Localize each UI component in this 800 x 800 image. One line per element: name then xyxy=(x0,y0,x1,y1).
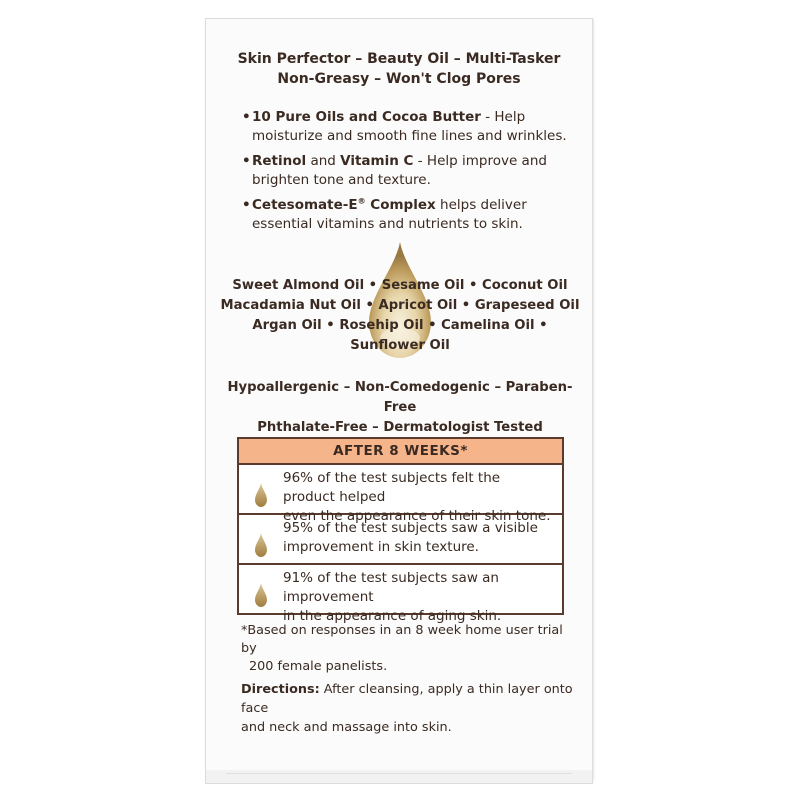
tagline-line-2: Non-Greasy – Won't Clog Pores xyxy=(277,71,521,87)
bullet-bold-text: Retinol xyxy=(252,153,307,169)
bullet-text: and xyxy=(306,153,341,169)
trial-footnote xyxy=(241,622,581,676)
box-bottom-flap xyxy=(205,770,593,784)
droplet-icon xyxy=(253,482,269,508)
claims-line-1: Hypoallergenic – Non-Comedogenic – Paraben-Free xyxy=(227,380,573,415)
result-text-line: 95% of the test subjects saw a visible xyxy=(283,520,538,536)
results-table xyxy=(237,437,564,624)
droplet-icon xyxy=(253,532,269,558)
droplet-icon xyxy=(253,582,269,608)
result-text-line: 96% of the test subjects felt the product helped xyxy=(283,470,501,505)
result-row xyxy=(239,515,562,565)
result-row xyxy=(239,465,562,524)
bullet-text: - Help moisturize and smooth fine lines and wrinkles. xyxy=(252,109,567,144)
benefit-bullet-retinol: • Retinol and Vitamin C - Help improve and brighten tone and texture. xyxy=(242,153,547,188)
oil-ingredient-list xyxy=(218,276,582,356)
directions xyxy=(241,680,581,737)
bullet-text: helps deliver essential vitamins and nutrients to skin. xyxy=(252,197,527,232)
registered-mark: ® xyxy=(357,196,366,206)
result-row xyxy=(239,565,562,624)
bullet-bold-text: Complex xyxy=(365,197,436,213)
bullet-text: - Help improve and brighten tone and texture. xyxy=(252,153,547,188)
benefit-bullet-oils: • 10 Pure Oils and Cocoa Butter - Help moisturize and smooth fine lines and wrinkles. xyxy=(242,109,567,144)
benefit-bullets xyxy=(242,108,572,240)
directions-label: Directions: xyxy=(241,682,320,697)
product-claims xyxy=(218,378,582,438)
benefit-bullet-complex: • Cetesomate-E® Complex helps deliver essential vitamins and nutrients to skin. xyxy=(242,196,527,232)
footnote-line-1: *Based on responses in an 8 week home user trial by xyxy=(241,623,563,656)
claims-line-2: Phthalate-Free – Dermatologist Tested xyxy=(257,420,543,435)
directions-line-1: After cleansing, apply a thin layer onto face xyxy=(241,682,573,716)
tagline-line-1: Skin Perfector – Beauty Oil – Multi-Tasker xyxy=(237,51,561,67)
tagline-block xyxy=(220,49,578,89)
result-text-line: improvement in skin texture. xyxy=(283,539,479,555)
oil-line-2: Macadamia Nut Oil • Apricot Oil • Grapeseed Oil xyxy=(220,298,580,313)
result-text-line: even the appearance of their skin tone. xyxy=(283,508,551,524)
oil-line-1: Sweet Almond Oil • Sesame Oil • Coconut Oil xyxy=(232,278,568,293)
result-text-line: in the appearance of aging skin. xyxy=(283,608,502,624)
results-header: AFTER 8 WEEKS* xyxy=(239,439,562,465)
bullet-bold-text: Cetesomate-E xyxy=(252,197,358,213)
footnote-line-2: 200 female panelists. xyxy=(249,659,388,674)
bullet-bold-text: Vitamin C xyxy=(340,153,414,169)
directions-line-2: and neck and massage into skin. xyxy=(241,720,452,735)
bullet-bold-text: 10 Pure Oils and Cocoa Butter xyxy=(252,109,481,125)
result-text-line: 91% of the test subjects saw an improvement xyxy=(283,570,499,605)
oil-line-3: Argan Oil • Rosehip Oil • Camelina Oil • Sunflower Oil xyxy=(252,318,548,353)
